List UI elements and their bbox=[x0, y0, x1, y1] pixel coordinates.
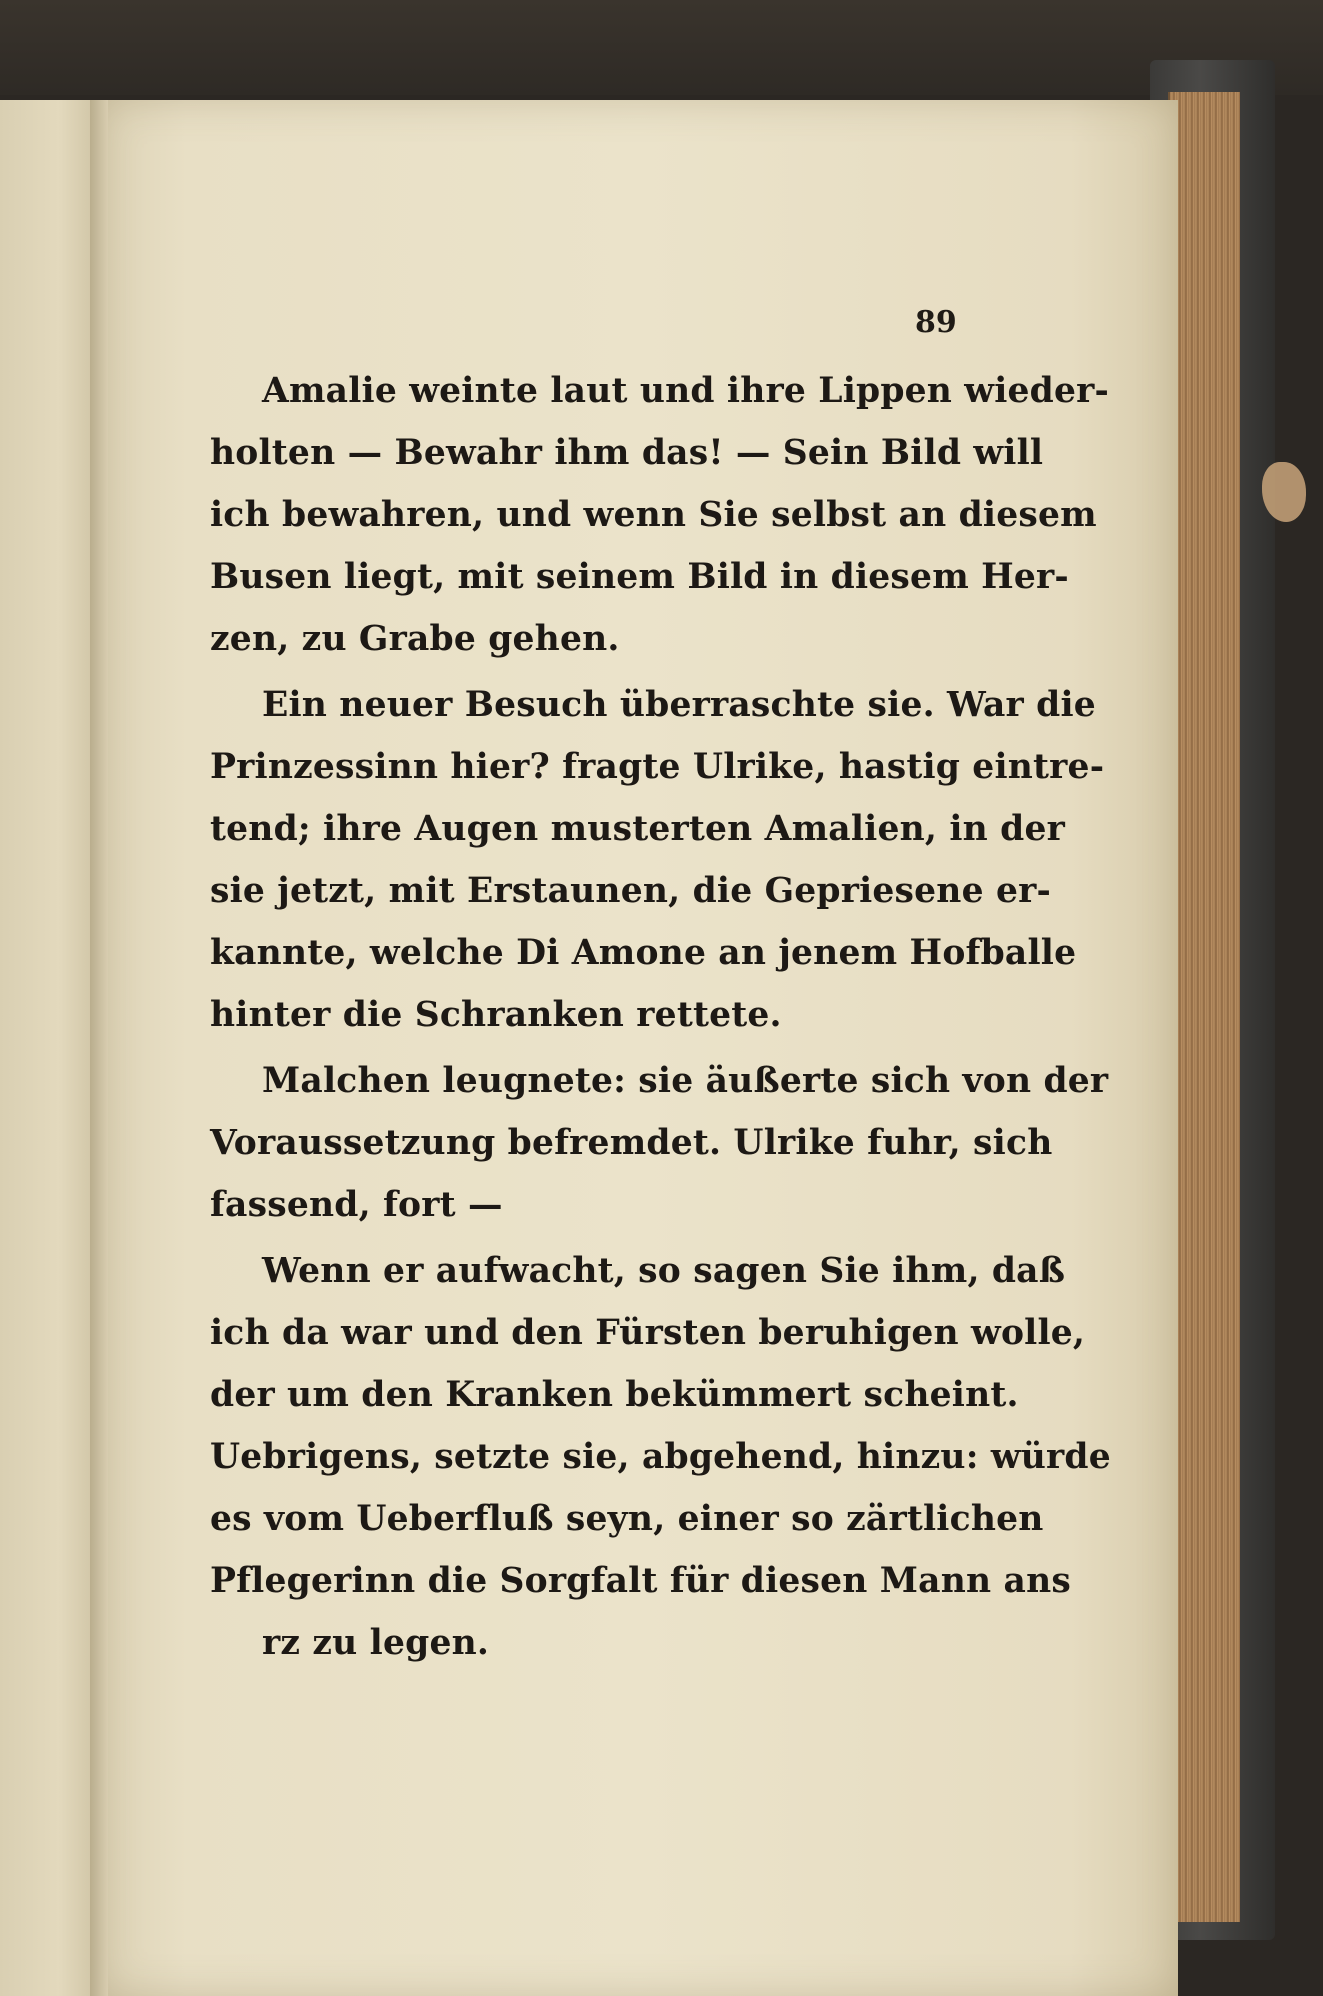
text-line: Busen liegt, mit seinem Bild in diesem Her- bbox=[210, 557, 1069, 597]
text-line: Amalie weinte laut und ihre Lippen wieder- bbox=[262, 371, 1110, 411]
paragraph bbox=[210, 1240, 1111, 1674]
table-background bbox=[0, 0, 1323, 95]
paper-stain bbox=[1262, 462, 1306, 522]
text-line: Prinzessinn hier? fragte Ulrike, hastig eintre- bbox=[210, 747, 1105, 787]
previous-page bbox=[0, 100, 98, 1996]
text-line: sie jetzt, mit Erstaunen, die Gepriesene er- bbox=[210, 871, 1051, 911]
text-line: hinter die Schranken rettete. bbox=[210, 995, 782, 1035]
text-line: zen, zu Grabe gehen. bbox=[210, 619, 620, 659]
paragraph bbox=[210, 674, 1105, 1046]
paragraph bbox=[210, 1050, 1109, 1236]
text-line: Ein neuer Besuch überraschte sie. War die bbox=[262, 685, 1096, 725]
page-gutter bbox=[90, 100, 108, 1996]
page-number: 89 bbox=[915, 305, 957, 340]
text-line: ich bewahren, und wenn Sie selbst an diesem bbox=[210, 495, 1097, 535]
text-line: es vom Ueberfluß seyn, einer so zärtlichen bbox=[210, 1499, 1044, 1539]
text-line: fassend, fort — bbox=[210, 1185, 503, 1225]
page-text bbox=[210, 360, 1111, 1674]
page-fore-edge bbox=[1168, 92, 1240, 1922]
text-line: Malchen leugnete: sie äußerte sich von der bbox=[262, 1061, 1109, 1101]
text-line: der um den Kranken bekümmert scheint. bbox=[210, 1375, 1019, 1415]
paragraph bbox=[210, 360, 1110, 670]
text-line: rz zu legen. bbox=[262, 1623, 490, 1663]
text-line: ich da war und den Fürsten beruhigen wolle, bbox=[210, 1313, 1086, 1353]
text-line: Wenn er aufwacht, so sagen Sie ihm, daß bbox=[262, 1251, 1066, 1291]
text-line: Voraussetzung befremdet. Ulrike fuhr, sich bbox=[210, 1123, 1053, 1163]
text-line: Uebrigens, setzte sie, abgehend, hinzu: würde bbox=[210, 1437, 1111, 1477]
text-line: tend; ihre Augen musterten Amalien, in der bbox=[210, 809, 1065, 849]
text-line: Pflegerinn die Sorgfalt für diesen Mann ans bbox=[210, 1561, 1071, 1601]
text-line: holten — Bewahr ihm das! — Sein Bild will bbox=[210, 433, 1044, 473]
text-line: kannte, welche Di Amone an jenem Hofballe bbox=[210, 933, 1077, 973]
